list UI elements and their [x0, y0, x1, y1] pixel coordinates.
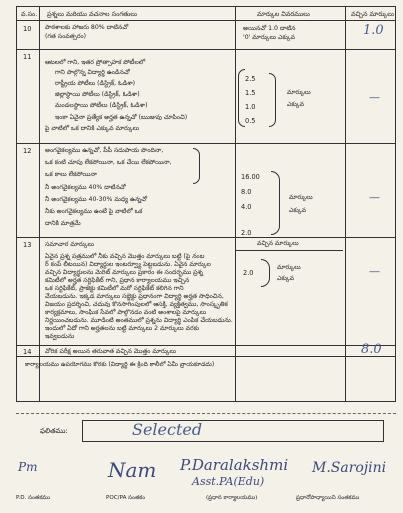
sign-label-pd: P.D. సంతకము	[16, 495, 51, 501]
row-text: నిర్ణయించబడును. మూడింటి అంతములో ప్రశ్నను విద్యార్థి ఎంపిక చేయబడును.	[45, 317, 233, 324]
row-number: 14	[23, 348, 32, 356]
signature-head-office: P.Daralakshmi	[180, 456, 289, 474]
row-number: 13	[23, 241, 32, 249]
row-text: రాష్ట్రీయ పోటీలు (డిస్ట్రిక్, ఓడిశా)	[55, 80, 136, 87]
row-title: సమాచార మార్కులు	[45, 241, 95, 248]
marks-value: 2.0	[241, 229, 252, 237]
row-text: ఒక కంటి చూపు లేకపోయినా, ఒక చేయి లేకపోయినా,	[45, 159, 172, 166]
sign-label-head-office: (ప్రధాన కార్యాలయము)	[206, 495, 258, 501]
column-divider	[345, 7, 346, 401]
row-text: ఇందులో ఏదో గాని అర్హతలను బట్టి మార్కులు 2 మార్కులు వరకు	[45, 325, 200, 332]
marks-value: 16.00	[241, 173, 260, 181]
row-divider	[17, 143, 395, 144]
marks-value: 2.5	[245, 75, 256, 83]
signature-poc: Nam	[108, 458, 157, 482]
row-text: జిల్లాస్థాయి పోటీలు (డిస్ట్రిక్, ఓడిశా)	[55, 91, 140, 98]
row-text: చేయబడును. ఇక్కడ మార్కులు సబ్జెక్టు ప్రధానంగా విద్యార్థి అర్హత సాధించిన,	[45, 293, 224, 300]
row-text: గాని పాల్గొన్న విద్యార్థి ఉండినచో	[55, 69, 130, 76]
marks-label: ఎక్కువ	[289, 207, 307, 214]
marks-table	[16, 6, 396, 402]
sign-label-headmistress: ప్రధానోపాధ్యాయిని సంతకము	[296, 495, 360, 501]
row-text: నీ అంగవైకల్యము 40% దాటినచో	[45, 184, 126, 191]
signature-headmistress: M.Sarojini	[312, 460, 387, 476]
row-divider	[17, 237, 395, 238]
given-marks: —	[369, 265, 380, 278]
marks-value: 1.5	[245, 89, 256, 97]
header-details: ప్రశ్నలు మరియు వచనాల సంగతులు	[47, 10, 137, 18]
row-divider	[17, 345, 395, 346]
row-number: 12	[23, 147, 32, 155]
given-marks: —	[369, 191, 380, 204]
row-marks-text: '0' మార్కులు ఎక్కువ	[243, 34, 296, 41]
sign-label-poc: POC/PA సంతకం	[106, 495, 146, 501]
row-text: పాఠశాలకు హాజరు 80% దాటినచో	[45, 24, 129, 31]
bracket	[269, 73, 276, 127]
separator-line	[16, 413, 396, 414]
given-marks: 8.0	[361, 342, 382, 357]
row-text: పై వాటిలో ఒక దానికి ఎక్కువ మార్కులు	[45, 125, 140, 132]
marks-value: 8.0	[241, 188, 252, 196]
bracket	[193, 148, 200, 184]
column-divider	[39, 7, 40, 401]
row-text: ఒక కాలు లేకపోయినా	[45, 171, 97, 178]
column-divider	[235, 7, 236, 401]
row-text: వచ్చిన విద్యార్థులను మెరిట్ మార్కులు ప్రకారం ఈ సందర్భము ప్రశ్న	[45, 269, 203, 276]
marks-value: 0.5	[245, 117, 256, 125]
row-text: ఇవ్వబడును	[45, 333, 75, 340]
row-text: ఇంకా ఏవైనా ప్రత్యేక అర్హత ఉన్నచో (ఋజువు చూపించి)	[55, 114, 188, 121]
header-number: వ.సం.	[21, 10, 38, 18]
marks-label: మార్కులు	[277, 264, 301, 271]
result-value: Selected	[132, 420, 203, 439]
given-marks: 1.0	[363, 23, 384, 38]
row-divider	[17, 20, 395, 21]
marks-value: 2.0	[243, 269, 254, 277]
row-text: ఏవైన ప్రశ్న పత్రములో నీకు వచ్చిన మొత్తం మార్కులు బట్టి (పై నంబ	[45, 253, 205, 260]
marks-label: మార్కులు	[289, 194, 313, 201]
row-text: ఆటలలో గాని, ఇతర ప్రోత్సాహక పోటీలలో	[45, 59, 146, 66]
row-marks-text: అయినచో 1.0 దాటిన	[243, 25, 296, 32]
result-box	[82, 420, 384, 442]
row-text: ఒక సర్టిఫికేట్, ప్రాజెక్టు కమిటీలో మరో సర్టిఫికేట్ కలిగిన గాని	[45, 285, 184, 292]
marks-value: 4.0	[241, 203, 252, 211]
marks-label: ఎక్కువ	[287, 101, 305, 108]
row-number: 10	[23, 25, 32, 33]
header-marks: మార్కుల వివరములు	[257, 10, 310, 18]
marks-subheader: వచ్చిన మార్కులు	[257, 240, 299, 247]
row-divider	[17, 49, 395, 50]
signature-pd: Pm	[18, 460, 38, 474]
marks-label: మార్కులు	[287, 89, 311, 96]
result-label: ఫలితము:	[40, 427, 68, 435]
row-text: నీ అంగవైకల్యము 40-30% మధ్య ఉన్నచో	[45, 196, 148, 203]
row-divider	[17, 356, 395, 357]
row-number: 11	[23, 53, 32, 61]
row-text: కమిటీలో అర్హత సర్టిఫికేట్ గాని, ప్రధాన కార్యాలయము ఇచ్చిన	[45, 277, 190, 284]
bracket	[261, 259, 270, 287]
row-text: విజయం ప్రదర్శించి, చదువు కొనసాగింపులలో ఆసక్తి, వ్యక్తిత్వము, సాంస్కృతిక	[45, 301, 228, 308]
row-text: అంగవైకల్యము ఉన్నచో, పీపీ సదుపాయ పొందినా,	[45, 147, 164, 154]
office-use-note: కార్యాలయము ఉపయోగము కొరకు (విద్యార్థి ఈ క్రింది కాలీలో ఏమీ వ్రాయకూడదు)	[25, 361, 215, 368]
row-text: (గత సంవత్సరం)	[45, 33, 87, 40]
row-divider	[235, 250, 343, 251]
header-given: వచ్చిన మార్కులు	[351, 10, 394, 18]
row-text: కార్యక్రమాలు, సాంఘిక సేవలో పాల్గొనడం వంటి అంశాలపై మార్కులు	[45, 309, 207, 316]
marks-value: 1.0	[245, 103, 256, 111]
signature-asst: Asst.PA(Edu)	[192, 475, 265, 488]
given-marks: —	[369, 91, 380, 104]
row-text: ర్ కంప్ లీటయిన) విద్యార్థుల ఇంటర్వ్యూ పెట్టబడును. ఏవైన మార్కుల	[45, 261, 211, 268]
row-text: వోరిక పరీక్ష అయిన తరువాత వచ్చిన మొత్తం మార్కులు	[45, 348, 177, 355]
row-text: దానికి మాత్రమే	[45, 220, 81, 227]
bracket	[238, 69, 245, 127]
row-text: మండలస్థాయి పోటీలు (డిస్ట్రిక్, ఓడిశా)	[55, 102, 148, 109]
marks-label: ఎక్కువ	[277, 275, 295, 282]
bracket	[271, 171, 280, 235]
row-text: నీకు అంగవైకల్యము ఉంటే పై వాటిలో ఒక	[45, 208, 143, 215]
